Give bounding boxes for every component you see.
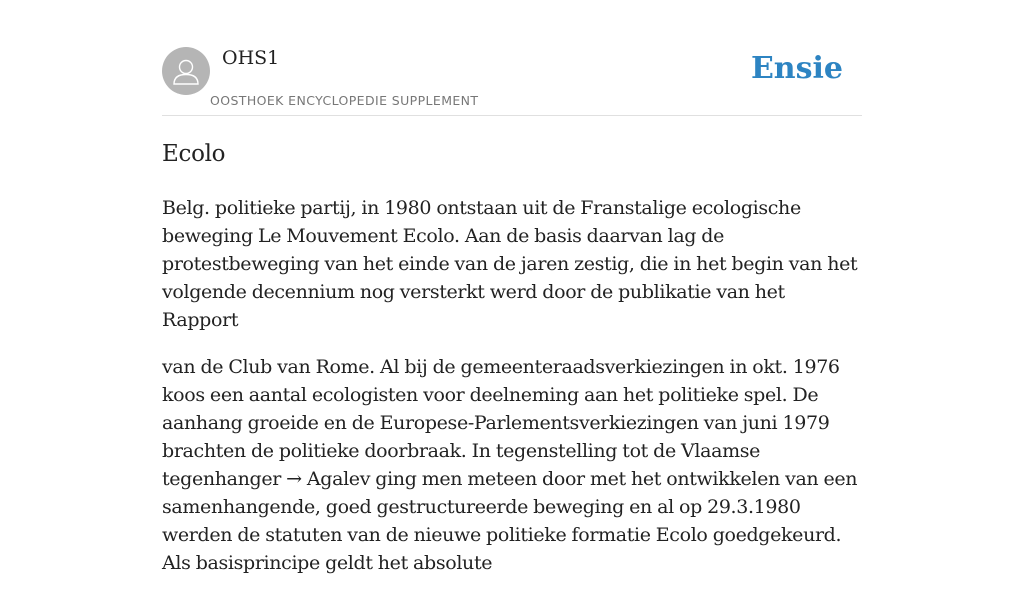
- user-silhouette-icon: [162, 47, 210, 95]
- avatar[interactable]: [162, 47, 210, 95]
- article-paragraph: Belg. politieke partij, in 1980 ontstaan uit de Franstalige ecologische beweging Le Mouvement Ecolo. Aan de basis daarvan lag de protestbeweging van het einde van de jaren zestig, die in het begin van het volgende decennium nog versterkt werd door de publikatie van het Rapport: [162, 197, 858, 331]
- author-name[interactable]: OHS1: [222, 47, 280, 69]
- brand-logo[interactable]: Ensie: [750, 51, 843, 86]
- source-label[interactable]: OOSTHOEK ENCYCLOPEDIE SUPPLEMENT: [210, 93, 479, 108]
- article-paragraph: van de Club van Rome. Al bij de gemeenteraadsverkiezingen in okt. 1976 koos een aantal ecologisten voor deelneming aan het politieke spel. De aanhang groeide en de Europese-Parlementsverkiezingen van juni 1979 brachten de politieke doorbraak. In tegenstelling tot de Vlaamse tegenhanger → Agalev ging men meteen door met het ontwikkelen van een samenhangende, goed gestructureerde beweging en al op 29.3.1980 werden de statuten van de nieuwe politieke formatie Ecolo goedgekeurd. Als basisprincipe geldt het absolute: [162, 356, 858, 574]
- header: [162, 0, 862, 116]
- article: [162, 138, 864, 596]
- article-title: Ecolo: [162, 141, 226, 167]
